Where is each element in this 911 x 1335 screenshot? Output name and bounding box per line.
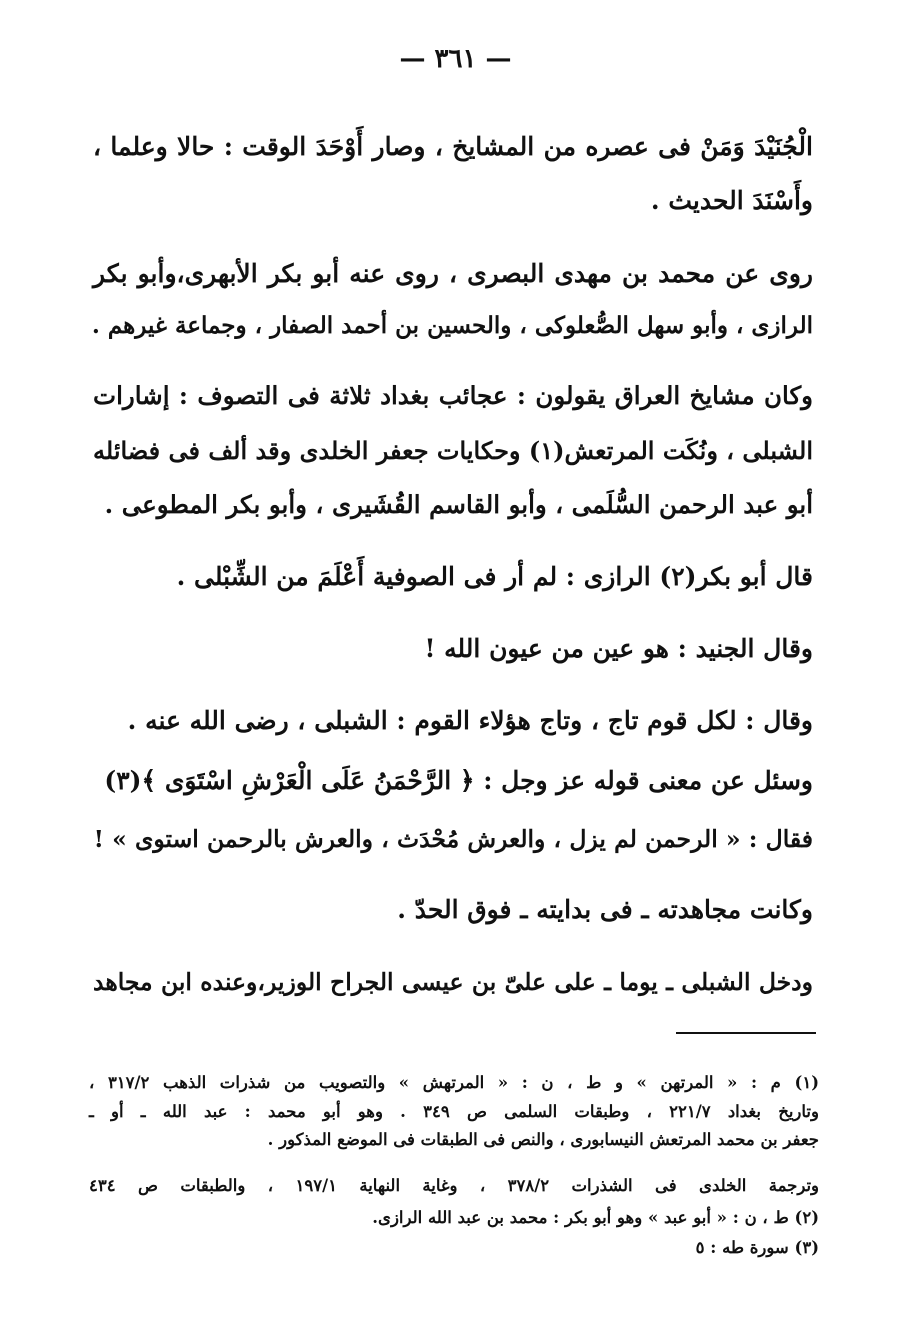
body-line-2: وأَسْنَدَ الحديث .	[650, 186, 813, 215]
body-line-8: قال أبو بكر(٢) الرازى : لم أر فى الصوفية أَعْلَمَ من الشِّبْلى .	[176, 562, 813, 591]
body-line-5: وكان مشايخ العراق يقولون : عجائب بغداد ثلاثة فى التصوف : إشارات	[93, 381, 813, 410]
body-line-13: وكانت مجاهدته ـ فى بدايته ـ فوق الحدّ .	[397, 895, 813, 924]
footnote-line-2: وتاريخ بغداد ٢٢١/٧ ، وطبقات السلمى ص ٣٤٩ . وهو أبو محمد : عبد الله ـ أو ـ	[89, 1102, 819, 1121]
body-line-6: الشبلى ، ونُكَت المرتعش(١) وحكايات جعفر الخلدى وقد ألف فى فضائله	[93, 436, 813, 465]
body-line-12: فقال : « الرحمن لم يزل ، والعرش مُحْدَث ، والعرش بالرحمن استوى » !	[93, 825, 813, 853]
body-line-10: وقال : لكل قوم تاج ، وتاج هؤلاء القوم : الشبلى ، رضى الله عنه .	[127, 706, 813, 735]
body-line-1: الْجُنَيْدَ وَمَنْ فى عصره من المشايخ ، وصار أَوْحَدَ الوقت : حالا وعلما ،	[93, 132, 813, 161]
page-number: — ٣٦١ —	[399, 44, 512, 74]
body-line-9: وقال الجنيد : هو عين من عيون الله !	[424, 634, 813, 663]
body-line-3: روى عن محمد بن مهدى البصرى ، روى عنه أبو بكر الأبهرى،وأبو بكر	[93, 259, 813, 288]
body-line-14: ودخل الشبلى ـ يوما ـ على علىّ بن عيسى الجراح الوزير،وعنده ابن مجاهد	[93, 968, 813, 996]
footnote-line-6: (٣) سورة طه : ٥	[695, 1238, 819, 1257]
body-line-4: الرازى ، وأبو سهل الصُّعلوكى ، والحسين بن أحمد الصفار ، وجماعة غيرهم .	[91, 312, 813, 339]
body-line-11: وسئل عن معنى قوله عز وجل : ﴿ الرَّحْمَنُ عَلَى الْعَرْشِ اسْتَوَى ﴾(٣)	[104, 766, 813, 795]
footnote-divider	[676, 1032, 816, 1034]
footnote-line-1: (١) م : « المرتهن » و ط ، ن : « المرتهش » والتصويب من شذرات الذهب ٣١٧/٢ ،	[89, 1073, 819, 1092]
footnote-line-4: وترجمة الخلدى فى الشذرات ٣٧٨/٢ ، وغاية النهاية ١٩٧/١ ، والطبقات ص ٤٣٤	[89, 1176, 820, 1195]
footnote-line-5: (٢) ط ، ن : « أبو عبد » وهو أبو بكر : محمد بن عبد الله الرازى.	[372, 1208, 819, 1227]
footnote-line-3: جعفر بن محمد المرتعش النيسابورى ، والنص فى الطبقات فى الموضع المذكور .	[267, 1130, 819, 1149]
body-line-7: أبو عبد الرحمن السُّلَمى ، وأبو القاسم القُشَيرى ، وأبو بكر المطوعى .	[104, 490, 813, 519]
